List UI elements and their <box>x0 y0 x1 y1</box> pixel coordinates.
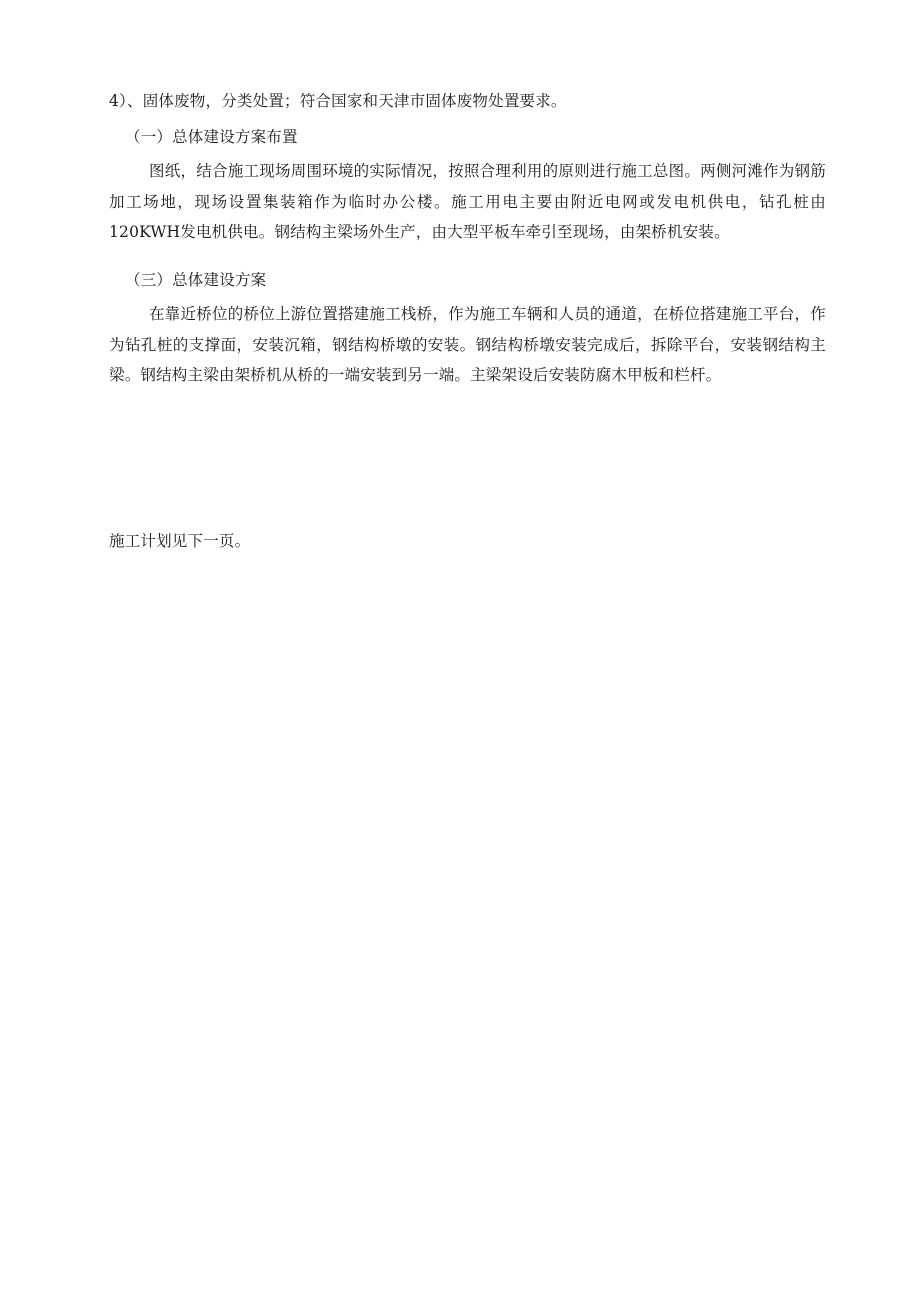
paragraph-layout: 图纸，结合施工现场周围环境的实际情况，按照合理利用的原则进行施工总图。两侧河滩作为钢筋加工场地，现场设置集装箱作为临时办公楼。施工用电主要由附近电网或发电机供电，钻孔桩由120KWH发电机供电。钢结构主梁场外生产，由大型平板车牵引至现场，由架桥机安装。 <box>109 162 826 241</box>
paragraph-plan: 在靠近桥位的桥位上游位置搭建施工栈桥，作为施工车辆和人员的通道，在桥位搭建施工平台，作为钻孔桩的支撑面，安装沉箱，钢结构桥墩的安装。钢结构桥墩安装完成后，拆除平台，安装钢结构主梁。钢结构主梁由架桥机从桥的一端安装到另一端。主梁架设后安装防腐木甲板和栏杆。 <box>109 305 826 384</box>
construction-plan-note: 施工计划见下一页。 <box>109 532 251 550</box>
section-heading-plan: （三）总体建设方案 <box>125 271 267 289</box>
section-heading-layout: （一）总体建设方案布置 <box>125 128 298 146</box>
list-item-solid-waste: 4）、固体废物，分类处置；符合国家和天津市固体废物处置要求。 <box>109 92 567 110</box>
